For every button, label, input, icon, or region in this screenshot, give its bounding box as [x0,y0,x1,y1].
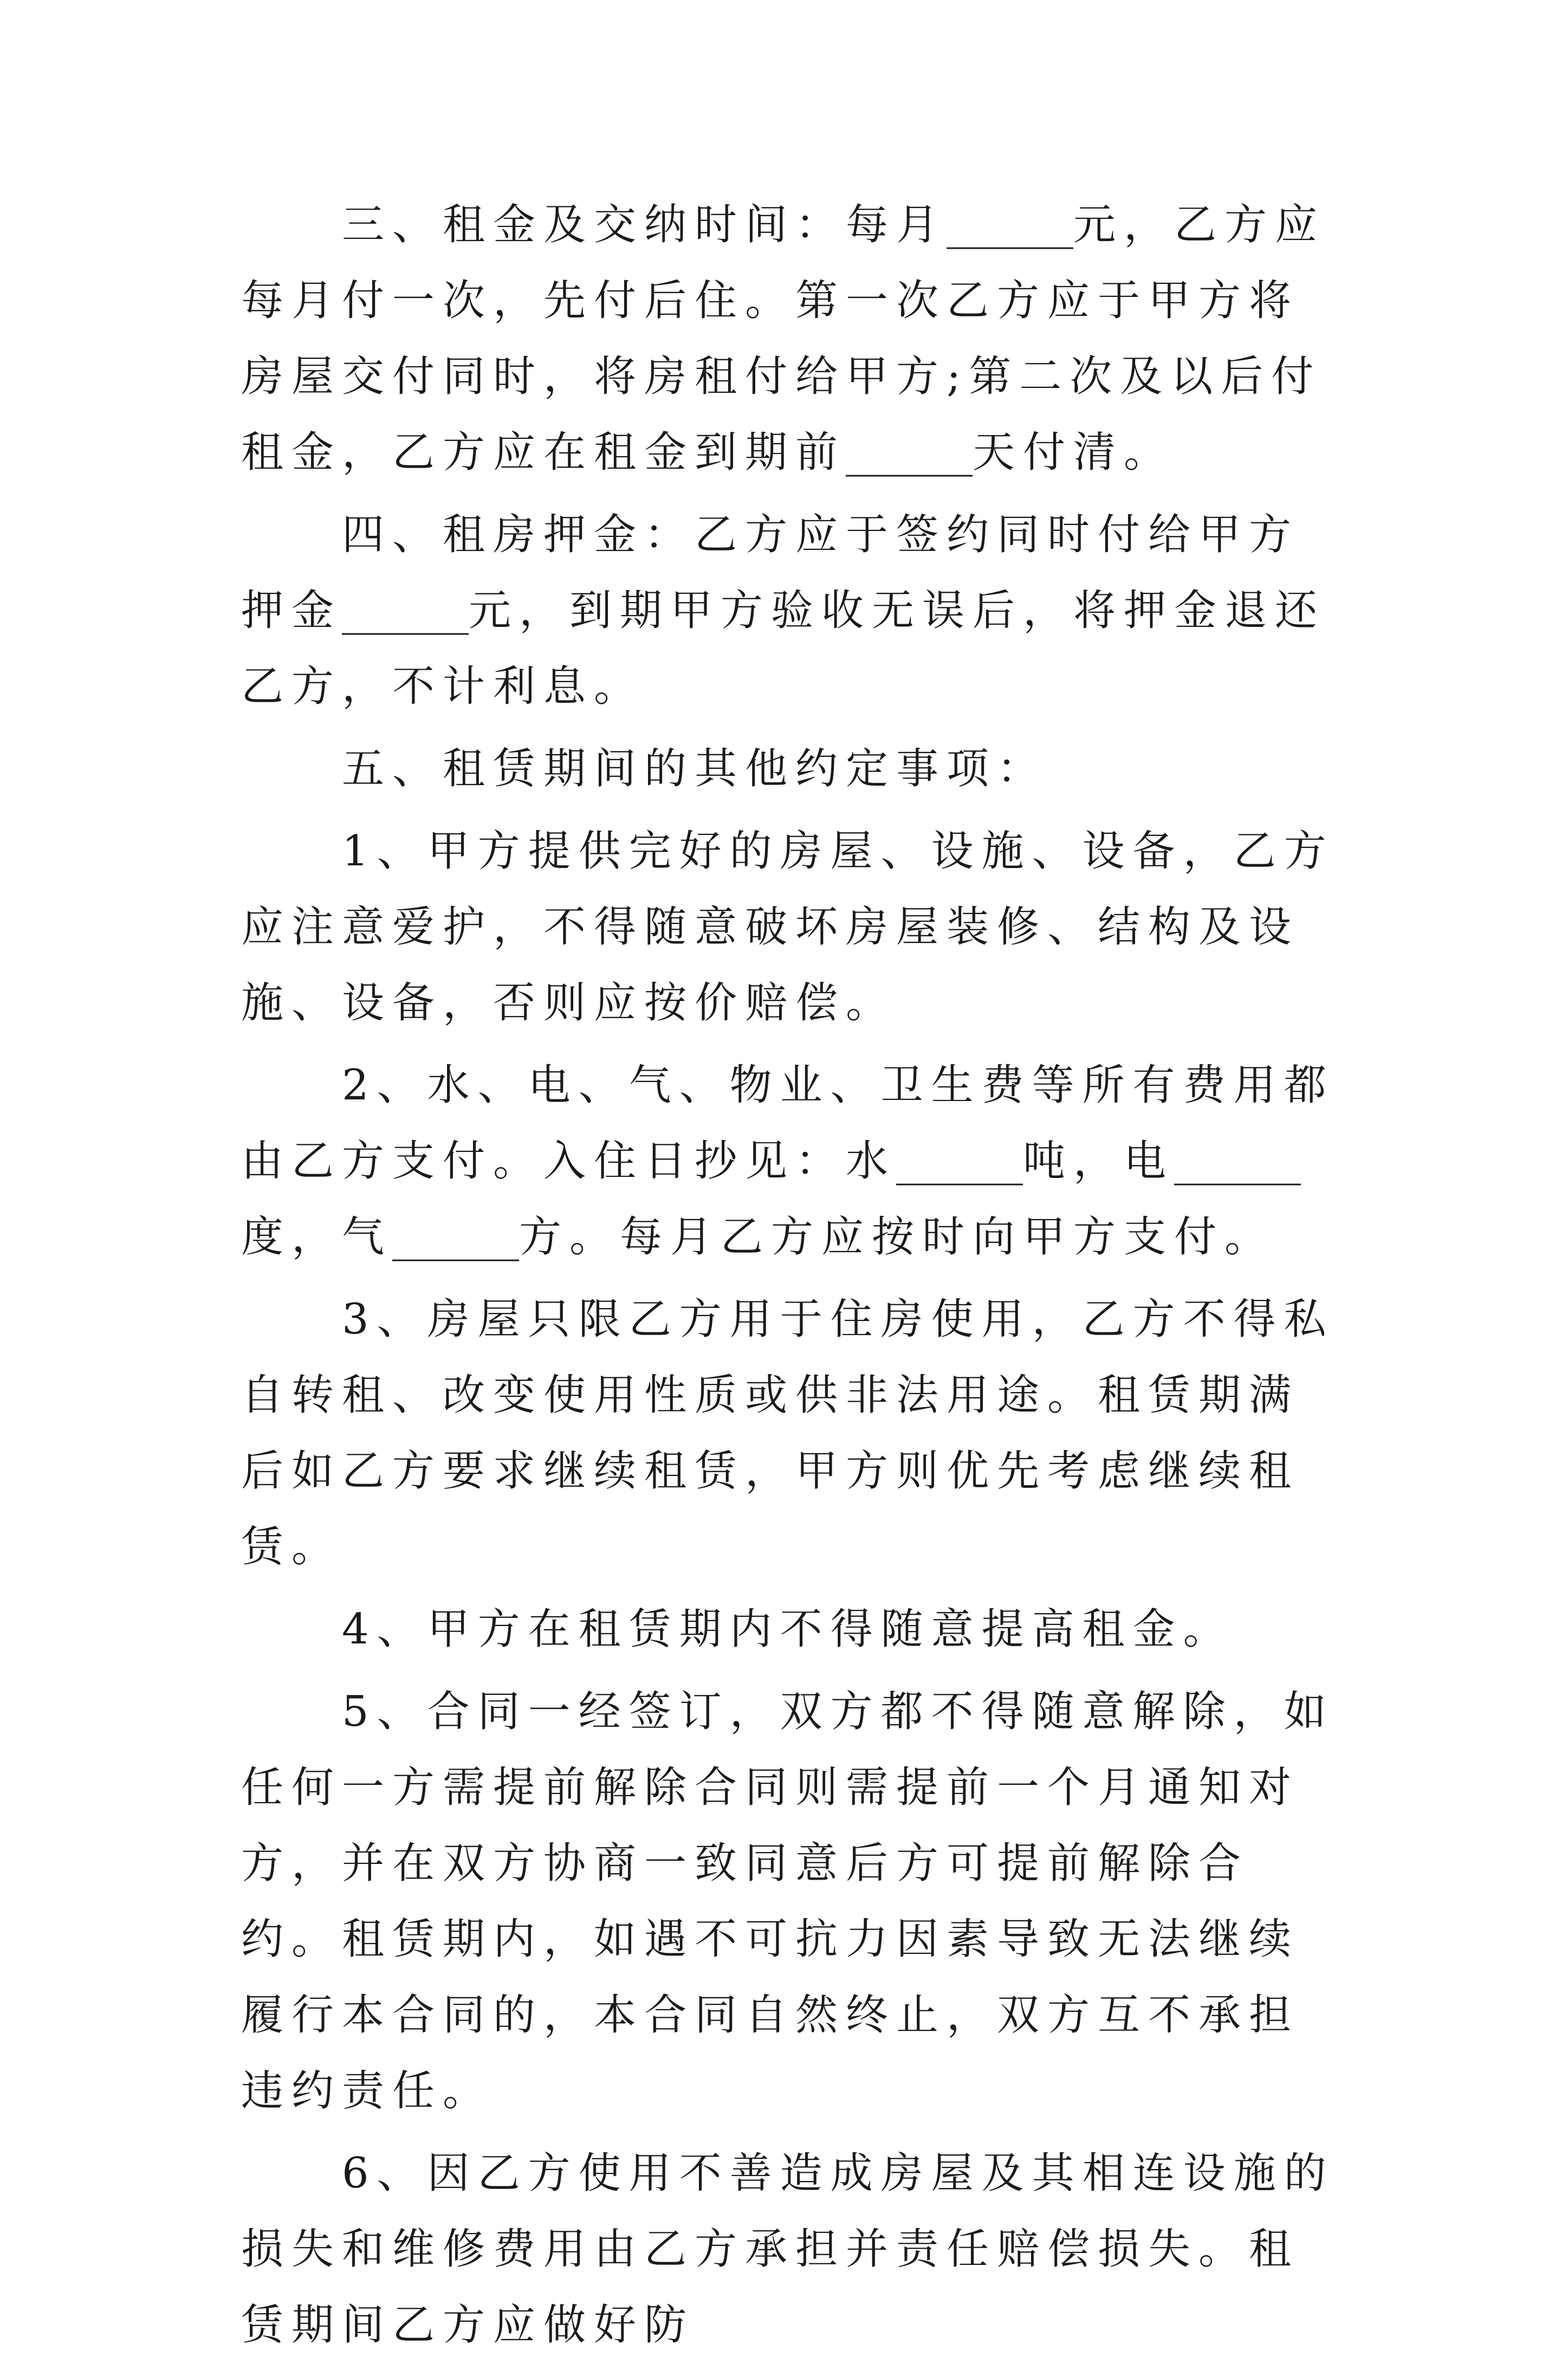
paragraph-text: 度，气 [241,1213,393,1261]
paragraph-p5 [241,731,1336,807]
paragraph-text: 吨，电 [1023,1137,1175,1186]
paragraph-text: 5、合同一经签订，双方都不得随意解除，如任何一方需提前解除合同则需提前一个月通知对方，并在双方协商一致同意后方可提前解除合约。租赁期内，如遇不可抗力因素导致无法继续履行本合同的，本合同自然终止，双方互不承担违约责任。 [241,1687,1334,2115]
paragraph-p5-5 [241,1674,1336,2129]
document-body [241,187,1336,2363]
fill-in-blank: ______ [896,1137,1023,1186]
paragraph-text: 三、租金及交纳时间：每月 [342,200,947,249]
paragraph-p5-6 [241,2135,1336,2363]
paragraph-text: 3、房屋只限乙方用于住房使用，乙方不得私自转租、改变使用性质或供非法用途。租赁期满后如乙方要求继续租赁，甲方则优先考虑继续租赁。 [241,1295,1334,1571]
fill-in-blank: ______ [1174,1137,1301,1186]
paragraph-text: 6、因乙方使用不善造成房屋及其相连设施的损失和维修费用由乙方承担并责任赔偿损失。租赁期间乙方应做好防 [241,2149,1334,2349]
paragraph-p3 [241,187,1336,490]
fill-in-blank: ______ [846,428,973,477]
paragraph-text: 天付清。 [973,428,1175,477]
paragraph-text: 四、租房押金：乙方应于签约同时付给甲方押金 [241,510,1300,635]
fill-in-blank: ______ [947,200,1074,249]
paragraph-text: 2、水、电、气、物业、卫生费等所有费用都由乙方支付。入住日抄见：水 [241,1061,1334,1186]
paragraph-p4 [241,497,1336,724]
paragraph-p5-3 [241,1281,1336,1585]
paragraph-text: 方。每月乙方应按时向甲方支付。 [519,1213,1275,1261]
paragraph-p5-1 [241,813,1336,1041]
paragraph-text: 4、甲方在租赁期内不得随意提高租金。 [342,1605,1234,1654]
fill-in-blank: ______ [342,586,469,635]
paragraph-p5-4 [241,1591,1336,1667]
paragraph-text: 元，到期甲方验收无误后，将押金退还乙方，不计利息。 [241,586,1326,711]
paragraph-p5-2 [241,1047,1336,1275]
paragraph-text: 1、甲方提供完好的房屋、设施、设备，乙方应注意爱护，不得随意破坏房屋装修、结构及设施、设备，否则应按价赔偿。 [241,827,1334,1027]
paragraph-text: 五、租赁期间的其他约定事项： [342,744,1048,793]
fill-in-blank: ______ [392,1213,520,1261]
paragraph-text: 元，乙方应每月付一次，先付后住。第一次乙方应于甲方将房屋交付同时，将房租付给甲方;第二次及以后付租金，乙方应在租金到期前 [241,200,1326,477]
